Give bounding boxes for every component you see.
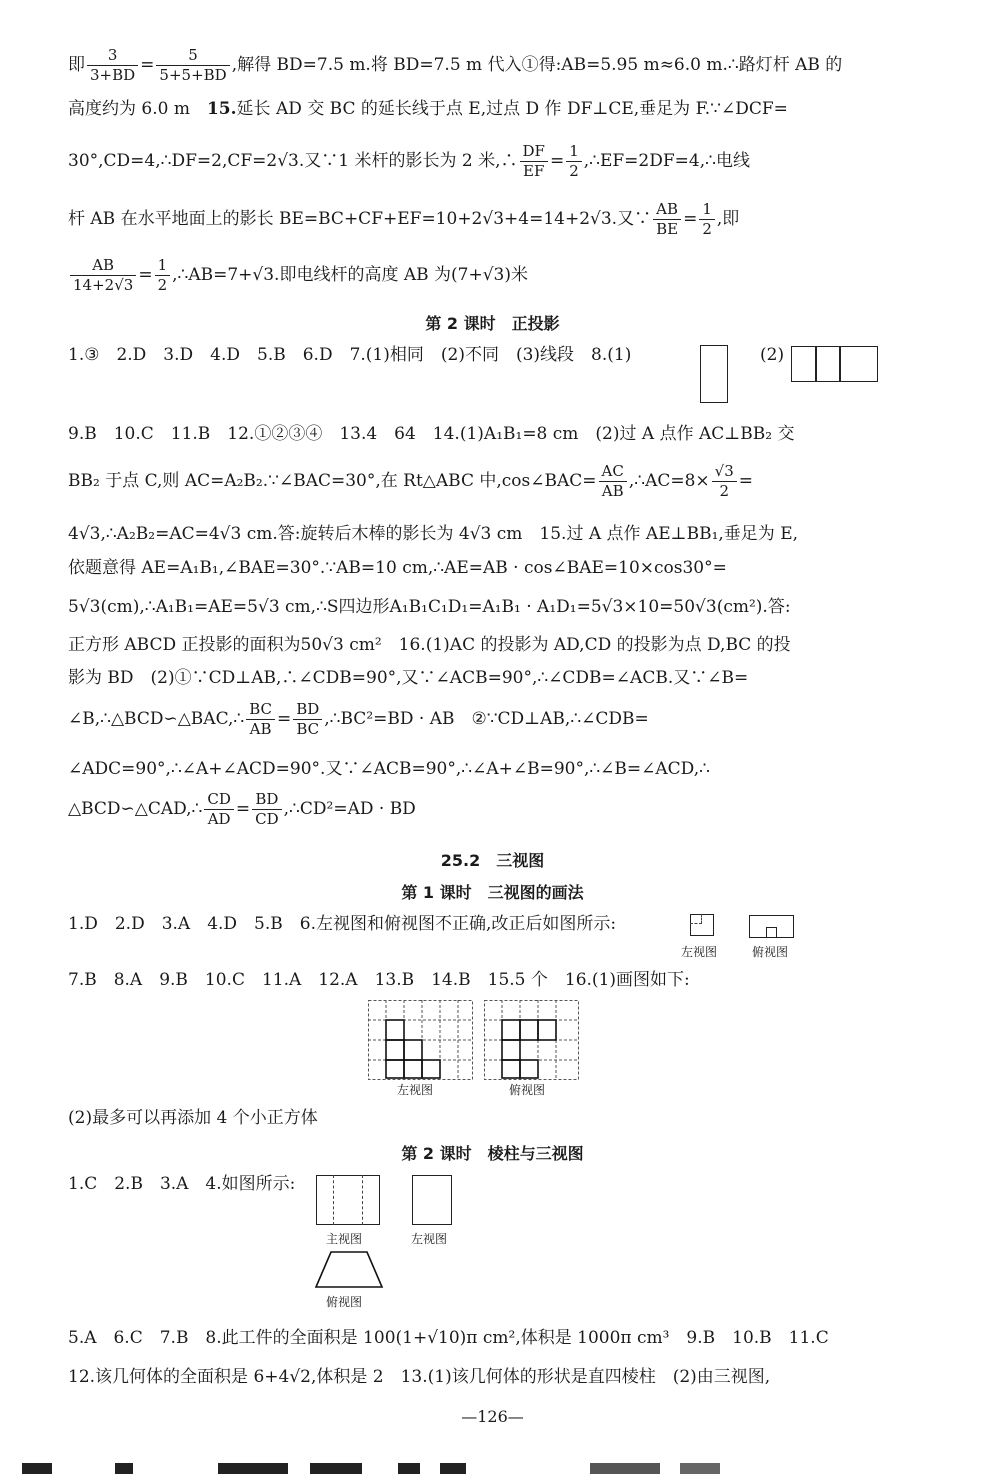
- caption: 俯视图: [326, 1295, 363, 1309]
- text-line-16: △BCD∽△CAD,∴ $\frac{CD}{AD}$ = $\frac{BD}{CD}$ ,∴CD²=AD · BD: [68, 790, 416, 828]
- projection-figure-1: [700, 345, 728, 403]
- section-heading: 第 1 课时 三视图的画法: [401, 883, 584, 902]
- caption: 左视图: [397, 1083, 434, 1097]
- text-line-7: 9.B 10.C 11.B 12.①②③④ 13.4 64 14.(1)A₁B₁=8 cm (2)过 A 点作 AC⊥BB₂ 交: [68, 424, 795, 444]
- fraction: $\frac{AB}{14+2√3}$: [70, 256, 136, 295]
- grid-left-view: [368, 1000, 473, 1080]
- fraction: $\frac{BD}{CD}$: [252, 790, 282, 829]
- projection-figure-2: [791, 346, 878, 382]
- text-line-4: 杆 AB 在水平地面上的影长 BE=BC+CF+EF=10+2√3+4=14+2√3.又∵ $\frac{AB}{BE}$ = $\frac{1}{2}$ ,即: [68, 200, 740, 238]
- text-line-18: 7.B 8.A 9.B 10.C 11.A 12.A 13.B 14.B 15.5 个 16.(1)画图如下:: [68, 970, 690, 990]
- text-line-8: BB₂ 于点 C,则 AC=A₂B₂.∵∠BAC=30°,在 Rt△ABC 中,cos∠BAC= $\frac{AC}{AB}$ ,∴AC=8× $\frac{√3}{2}$ =: [68, 462, 754, 500]
- fraction: $\frac{1}{2}$: [699, 200, 715, 239]
- left-view-figure-2: [412, 1175, 452, 1225]
- section-heading: 第 2 课时 正投影: [425, 314, 560, 333]
- text-line-3: 30°,CD=4,∴DF=2,CF=2√3.又∵1 米杆的影长为 2 米,∴ $\frac{DF}{EF}$ = $\frac{1}{2}$ ,∴EF=2DF=4,∴电线: [68, 142, 750, 180]
- text-line-1: 即 $\frac{3}{3+BD}$ = $\frac{5}{5+5+BD}$ ,解得 BD=7.5 m.将 BD=7.5 m 代入①得:AB=5.95 m≈6.0 m.∴路灯杆 AB 的: [68, 46, 843, 84]
- grid-top-view: [484, 1000, 579, 1080]
- text-line-12: 正方形 ABCD 正投影的面积为50√3 cm² 16.(1)AC 的投影为 AD,CD 的投影为点 D,BC 的投: [68, 635, 791, 655]
- text-line-2: 高度约为 6.0 m 15.延长 AD 交 BC 的延长线于点 E,过点 D 作 DF⊥CE,垂足为 F.∵∠DCF=: [68, 99, 788, 119]
- caption: 左视图: [411, 1232, 448, 1246]
- fraction: $\frac{5}{5+5+BD}$: [156, 46, 229, 85]
- fraction: $\frac{1}{2}$: [155, 256, 171, 295]
- page-number: —126—: [461, 1407, 524, 1426]
- text-line-10: 依题意得 AE=A₁B₁,∠BAE=30°.∵AB=10 cm,∴AE=AB · cos∠BAE=10×cos30°=: [68, 558, 727, 578]
- caption: 俯视图: [752, 945, 789, 959]
- text-line-21: 5.A 6.C 7.B 8.此工件的全面积是 100(1+√10)π cm²,体积是 1000π cm³ 9.B 10.B 11.C: [68, 1328, 829, 1348]
- front-view-figure: [316, 1175, 380, 1225]
- text-line-15: ∠ADC=90°,∴∠A+∠ACD=90°.又∵∠ACB=90°,∴∠A+∠B=90°,∴∠B=∠ACD,∴: [68, 759, 710, 779]
- caption: 俯视图: [509, 1083, 546, 1097]
- fraction: $\frac{CD}{AD}$: [204, 790, 234, 829]
- text-line-9: 4√3,∴A₂B₂=AC=4√3 cm.答:旋转后木棒的影长为 4√3 cm 15.过 A 点作 AE⊥BB₁,垂足为 E,: [68, 524, 799, 544]
- fraction: $\frac{AC}{AB}$: [599, 462, 627, 501]
- text-line-13: 影为 BD (2)①∵CD⊥AB,∴∠CDB=90°,又∵∠ACB=90°,∴∠CDB=∠ACB.又∵∠B=: [68, 668, 749, 688]
- caption: 左视图: [681, 945, 718, 959]
- section-heading: 25.2 三视图: [440, 851, 545, 870]
- text-line-14: ∠B,∴△BCD∽△BAC,∴ $\frac{BC}{AB}$ = $\frac{BD}{BC}$ ,∴BC²=BD · AB ②∵CD⊥AB,∴∠CDB=: [68, 700, 649, 738]
- text-line-11: 5√3(cm),∴A₁B₁=AE=5√3 cm,∴S四边形A₁B₁C₁D₁=A₁B₁ · A₁D₁=5√3×10=50√3(cm²).答:: [68, 597, 791, 617]
- fraction: $\frac{DF}{EF}$: [520, 142, 548, 181]
- top-view-trapezoid: [314, 1250, 384, 1290]
- fraction: $\frac{√3}{2}$: [712, 462, 737, 501]
- text-line-6: 1.③ 2.D 3.D 4.D 5.B 6.D 7.(1)相同 (2)不同 (3)线段 8.(1): [68, 345, 632, 365]
- fraction: $\frac{BC}{AB}$: [246, 700, 275, 739]
- fraction: $\frac{AB}{BE}$: [653, 200, 681, 239]
- section-heading: 第 2 课时 棱柱与三视图: [401, 1144, 584, 1163]
- text-line-19: (2)最多可以再添加 4 个小正方体: [68, 1108, 318, 1128]
- text-line-6b: (2): [760, 345, 785, 365]
- text-line-22: 12.该几何体的全面积是 6+4√2,体积是 2 13.(1)该几何体的形状是直四棱柱 (2)由三视图,: [68, 1367, 771, 1387]
- text-line-17: 1.D 2.D 3.A 4.D 5.B 6.左视图和俯视图不正确,改正后如图所示:: [68, 914, 617, 934]
- text-line-5: $\frac{AB}{14+2√3}$ = $\frac{1}{2}$ ,∴AB=7+√3.即电线杆的高度 AB 为(7+√3)米: [68, 256, 915, 295]
- fraction: $\frac{1}{2}$: [566, 142, 582, 181]
- fraction: $\frac{BD}{BC}$: [293, 700, 322, 739]
- caption: 主视图: [326, 1232, 363, 1246]
- fraction: $\frac{3}{3+BD}$: [87, 46, 138, 85]
- text-line-20: 1.C 2.B 3.A 4.如图所示:: [68, 1174, 296, 1194]
